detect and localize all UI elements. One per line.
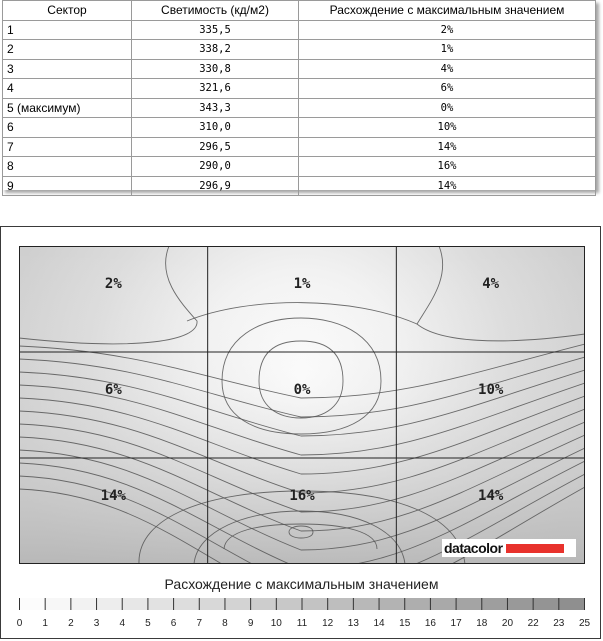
table-row <box>3 98 596 118</box>
column-header-luminance: Светимость (кд/м2) <box>132 1 299 21</box>
cell-deviation: 14% <box>299 176 596 196</box>
cell-deviation: 0% <box>299 98 596 118</box>
cell-deviation: 10% <box>299 118 596 138</box>
cell-sector: 6 <box>3 118 132 138</box>
cell-deviation: 1% <box>299 40 596 60</box>
scale-tick-label: 7 <box>196 618 203 629</box>
cell-sector: 5 (максимум) <box>3 98 132 118</box>
table-row <box>3 40 596 60</box>
table-header-row <box>3 1 596 21</box>
column-header-sector: Сектор <box>3 1 132 21</box>
scale-tick-label: 13 <box>347 618 359 629</box>
scale-tick-label: 12 <box>322 618 334 629</box>
scale-swatch <box>379 598 405 610</box>
cell-luminance: 290,0 <box>132 157 299 177</box>
cell-luminance: 338,2 <box>132 40 299 60</box>
table-row <box>3 79 596 99</box>
scale-swatch <box>276 598 302 610</box>
table-row <box>3 59 596 79</box>
sector-label-7: 14% <box>100 488 126 505</box>
sector-label-9: 14% <box>478 488 504 505</box>
scale-tick-label: 22 <box>527 618 539 629</box>
scale-tick-label: 6 <box>170 618 177 629</box>
cell-sector: 8 <box>3 157 132 177</box>
scale-tick-label: 17 <box>450 618 462 629</box>
scale-swatch <box>173 598 199 610</box>
scale-swatch <box>558 598 584 610</box>
scale-swatch <box>481 598 507 610</box>
cell-sector: 7 <box>3 137 132 157</box>
scale-swatch <box>96 598 122 610</box>
scale-swatch <box>199 598 225 610</box>
scale-tick-label: 8 <box>222 618 228 629</box>
legend-title: Расхождение с максимальным значением <box>164 576 439 592</box>
scale-swatch <box>19 598 45 610</box>
scale-swatch <box>302 598 328 610</box>
scale-swatch <box>533 598 559 610</box>
sector-label-8: 16% <box>289 488 315 505</box>
table-row <box>3 137 596 157</box>
scale-swatch <box>224 598 250 610</box>
scale-swatch <box>122 598 148 610</box>
scale-tick-label: 23 <box>553 618 565 629</box>
cell-luminance: 343,3 <box>132 98 299 118</box>
table-body <box>3 20 596 196</box>
color-scale <box>16 598 591 634</box>
cell-luminance: 335,5 <box>132 20 299 40</box>
sector-label-6: 10% <box>478 382 504 399</box>
scale-tick-label: 0 <box>16 618 23 629</box>
cell-sector: 3 <box>3 59 132 79</box>
scale-tick-label: 11 <box>296 618 308 629</box>
uniformity-heatmap <box>19 246 585 564</box>
cell-luminance: 296,5 <box>132 137 299 157</box>
table-row <box>3 20 596 40</box>
cell-deviation: 16% <box>299 157 596 177</box>
scale-tick-label: 15 <box>399 618 411 629</box>
scale-tick-label: 18 <box>476 618 488 629</box>
scale-tick-label: 2 <box>68 618 74 629</box>
scale-swatch <box>70 598 96 610</box>
cell-sector: 2 <box>3 40 132 60</box>
scale-swatch <box>250 598 276 610</box>
scale-swatch <box>404 598 430 610</box>
cell-luminance: 330,8 <box>132 59 299 79</box>
scale-tick-label: 1 <box>42 618 48 629</box>
scale-tick-label: 9 <box>247 618 254 629</box>
scale-swatch <box>327 598 353 610</box>
table-row <box>3 157 596 177</box>
scale-tick-label: 14 <box>373 618 385 629</box>
sector-label-3: 4% <box>482 276 500 293</box>
scale-tick-label: 20 <box>501 618 514 629</box>
luminance-table <box>2 0 596 196</box>
scale-swatch <box>430 598 456 610</box>
cell-luminance: 321,6 <box>132 79 299 99</box>
uniformity-figure <box>0 226 601 639</box>
cell-deviation: 6% <box>299 79 596 99</box>
brand-text: datacolor <box>444 540 503 556</box>
cell-deviation: 14% <box>299 137 596 157</box>
scale-tick-label: 10 <box>270 618 282 629</box>
scale-tick-label: 25 <box>578 618 591 629</box>
cell-deviation: 2% <box>299 20 596 40</box>
cell-sector: 1 <box>3 20 132 40</box>
scale-tick-label: 3 <box>93 618 100 629</box>
cell-luminance: 310,0 <box>132 118 299 138</box>
scale-tick-label: 4 <box>119 618 126 629</box>
cell-sector: 4 <box>3 79 132 99</box>
scale-tick-label: 16 <box>424 618 436 629</box>
cell-sector: 9 <box>3 176 132 196</box>
scale-swatch <box>507 598 533 610</box>
scale-swatch <box>45 598 71 610</box>
cell-deviation: 4% <box>299 59 596 79</box>
sector-label-5: 0% <box>293 382 311 399</box>
cell-luminance: 296,9 <box>132 176 299 196</box>
scale-swatch <box>456 598 482 610</box>
sector-label-2: 1% <box>293 276 311 293</box>
scale-tick-label: 5 <box>145 618 151 629</box>
column-header-deviation: Расхождение с максимальным значением <box>299 1 596 21</box>
table-row <box>3 176 596 196</box>
datacolor-logo <box>442 539 576 557</box>
scale-swatch <box>147 598 173 610</box>
luminance-table-container <box>2 0 596 193</box>
scale-swatch <box>353 598 379 610</box>
sector-label-4: 6% <box>104 382 122 399</box>
sector-label-1: 2% <box>104 276 122 293</box>
brand-red-bar <box>506 544 564 553</box>
table-row <box>3 118 596 138</box>
